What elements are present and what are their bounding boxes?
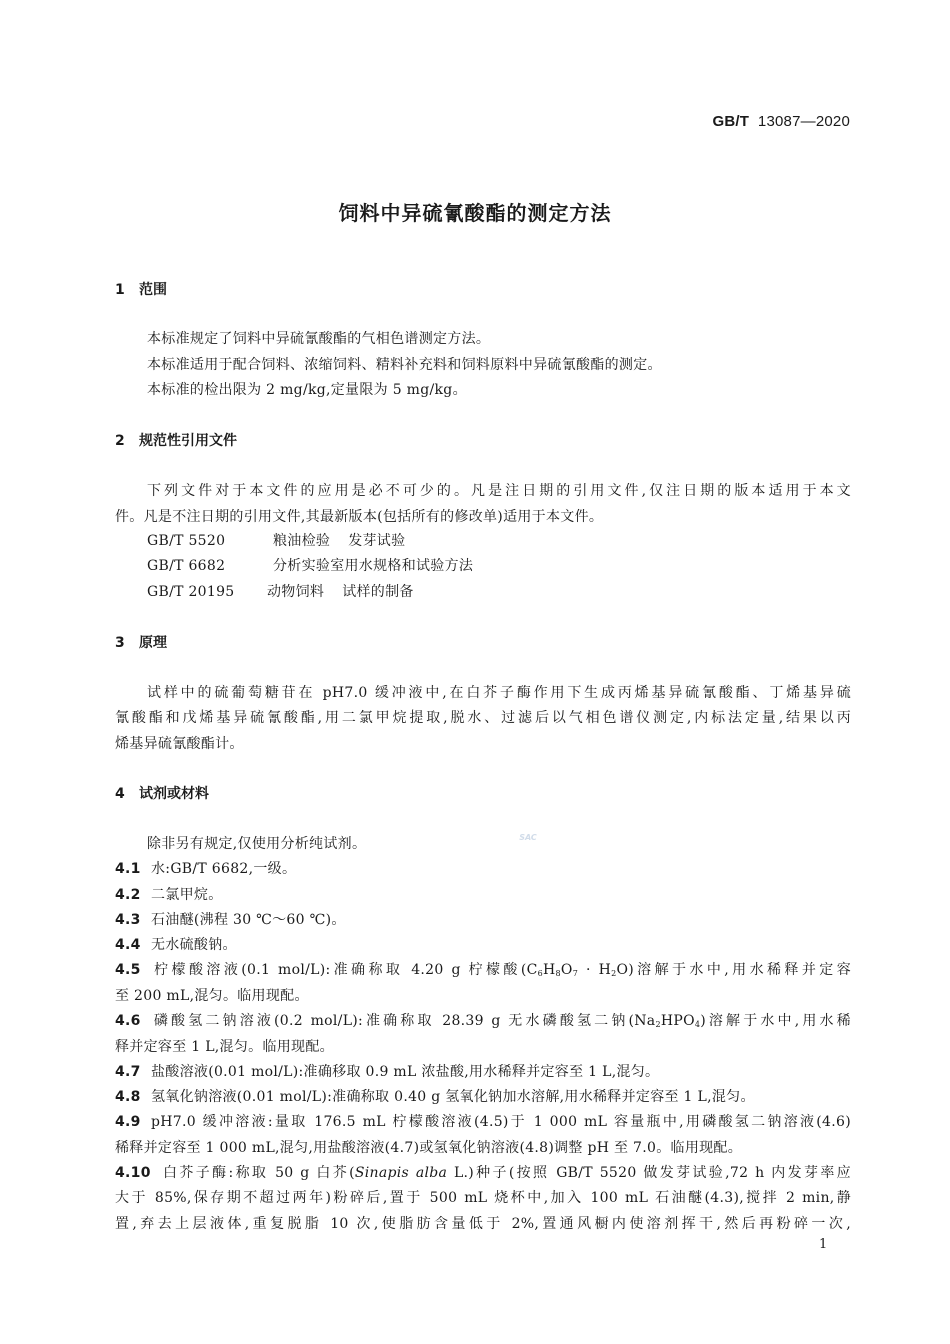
- clause-4-7: 4.7 盐酸溶液(0.01 mol/L):准确移取 0.9 mL 浓盐酸,用水稀释并定容至 1 L,混匀。: [115, 1064, 660, 1080]
- clause-4-9: 4.9 pH7.0 缓冲溶液:量取 176.5 mL 柠檬酸溶液(4.5)于 1 000 mL 容量瓶中,用磷酸氢二钠溶液(4.6): [115, 1114, 851, 1130]
- clause-4-6: 4.6 磷酸氢二钠溶液(0.2 mol/L):准确称取 28.39 g 无水磷酸氢二钠$(Na_2HPO_4)$溶解于水中,用水稀: [115, 1013, 851, 1029]
- s3-line-2: 氰酸酯和戊烯基异硫氰酸酯,用二氯甲烷提取,脱水、过滤后以气相色谱仪测定,内标法定量,结果以丙: [115, 710, 851, 726]
- s3-line-3: 烯基异硫氰酸酯计。: [115, 736, 244, 752]
- s2-para-line-1: 下列文件对于本文件的应用是必不可少的。凡是注日期的引用文件,仅注日期的版本适用于本文: [147, 483, 851, 499]
- clause-4-6-line-2: 释并定容至 1 L,混匀。临用现配。: [115, 1039, 334, 1055]
- clause-4-5-line-2: 至 200 mL,混匀。临用现配。: [115, 988, 309, 1004]
- reference-item: GB/T 6682 分析实验室用水规格和试验方法: [147, 558, 474, 574]
- clause-4-8: 4.8 氢氧化钠溶液(0.01 mol/L):准确称取 0.40 g 氢氧化钠加水溶解,用水稀释并定容至 1 L,混匀。: [115, 1089, 755, 1105]
- clause-4-9-line-2: 稀释并定容至 1 000 mL,混匀,用盐酸溶液(4.7)或氢氧化钠溶液(4.8)调整 pH 至 7.0。临用现配。: [115, 1140, 743, 1156]
- reference-item: GB/T 20195 动物饲料 试样的制备: [147, 584, 414, 600]
- clause-4-5: 4.5 柠檬酸溶液(0.1 mol/L):准确称取 4.20 g 柠檬酸$(C_6H_8O_7 \cdot H_2O)$溶解于水中,用水稀释并定容: [115, 962, 851, 978]
- s4-intro: 除非另有规定,仅使用分析纯试剂。: [147, 836, 367, 852]
- section-4-heading: 4 试剂或材料: [115, 786, 209, 802]
- page-number: 1: [819, 1237, 828, 1252]
- s1-line-1: 本标准规定了饲料中异硫氰酸酯的气相色谱测定方法。: [147, 331, 491, 347]
- clause-4-10: 4.10 白芥子酶:称取 50 g 白芥(Sinapis alba L.)种子(按照 GB/T 5520 做发芽试验,72 h 内发芽率应: [115, 1165, 851, 1181]
- s3-line-1: 试样中的硫葡萄糖苷在 pH7.0 缓冲液中,在白芥子酶作用下生成丙烯基异硫氰酸酯、丁烯基异硫: [147, 685, 851, 701]
- document-title: 饲料中异硫氰酸酯的测定方法: [338, 201, 612, 225]
- section-1-heading: 1 范围: [115, 282, 167, 298]
- clause-4-4: 4.4 无水硫酸钠。: [115, 937, 237, 953]
- s1-line-3: 本标准的检出限为 2 mg/kg,定量限为 5 mg/kg。: [147, 382, 467, 398]
- standard-code: GB/T 13087—2020: [712, 113, 850, 130]
- s2-para-line-2: 件。凡是不注日期的引用文件,其最新版本(包括所有的修改单)适用于本文件。: [115, 509, 604, 525]
- sac-watermark: SAC: [519, 833, 537, 842]
- clause-4-10-line-3: 置,弃去上层液体,重复脱脂 10 次,使脂肪含量低于 2%,置通风橱内使溶剂挥干,然后再粉碎一次,: [115, 1216, 851, 1232]
- clause-4-3: 4.3 石油醚(沸程 30 ℃～60 ℃)。: [115, 912, 346, 928]
- clause-4-1: 4.1 水:GB/T 6682,一级。: [115, 861, 297, 877]
- clause-4-10-line-2: 大于 85%,保存期不超过两年)粉碎后,置于 500 mL 烧杯中,加入 100 mL 石油醚(4.3),搅拌 2 min,静: [115, 1190, 851, 1206]
- clause-4-2: 4.2 二氯甲烷。: [115, 887, 223, 903]
- s1-line-2: 本标准适用于配合饲料、浓缩饲料、精料补充料和饲料原料中异硫氰酸酯的测定。: [147, 357, 662, 373]
- reference-item: GB/T 5520 粮油检验 发芽试验: [147, 533, 406, 549]
- section-2-heading: 2 规范性引用文件: [115, 433, 237, 449]
- section-3-heading: 3 原理: [115, 635, 167, 651]
